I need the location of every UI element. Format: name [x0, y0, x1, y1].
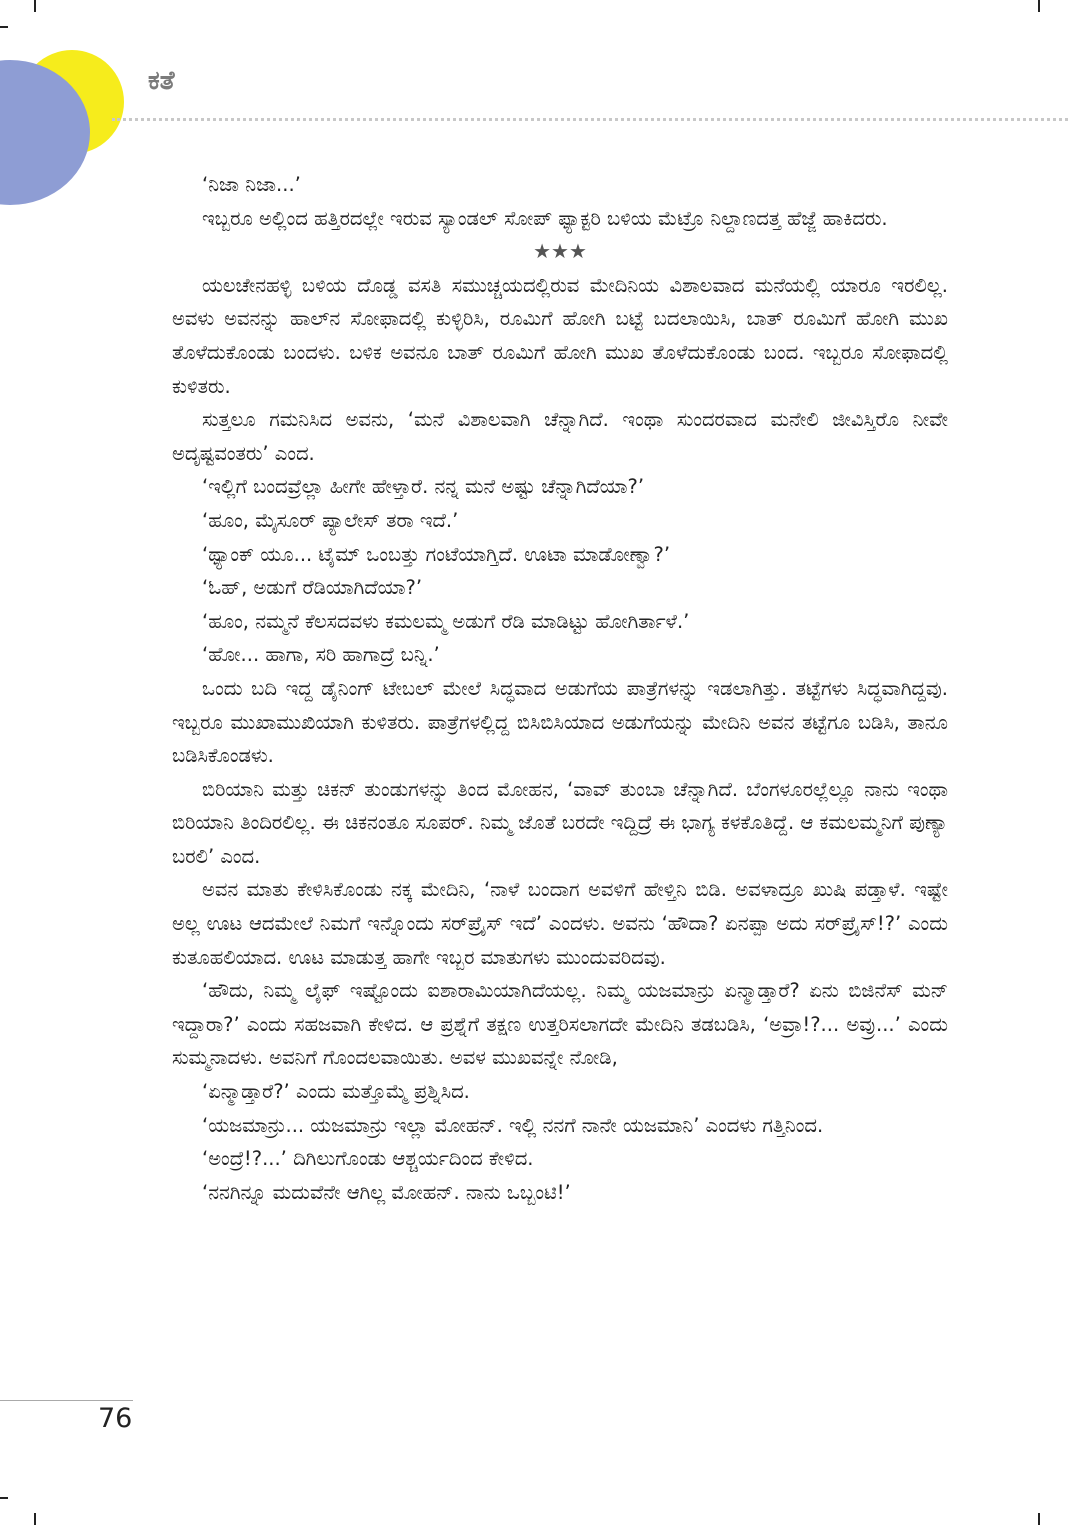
- paragraph: ‘ಏನ್ಮಾಡ್ತಾರೆ?’ ಎಂದು ಮತ್ತೊಮ್ಮೆ ಪ್ರಶ್ನಿಸಿದ.: [202, 1080, 470, 1104]
- paragraph: ‘ಥ್ಯಾಂಕ್ ಯೂ... ಟೈಮ್ ಒಂಬತ್ತು ಗಂಟೆಯಾಗ್ತಿದೆ. ಊಟಾ ಮಾಡೋಣ್ವಾ?’: [202, 542, 671, 566]
- paragraph: ಒಂದು ಬದಿ ಇದ್ದ ಡೈನಿಂಗ್ ಟೇಬಲ್ ಮೇಲೆ ಸಿದ್ಧವಾದ ಅಡುಗೆಯ ಪಾತ್ರೆಗಳನ್ನು ಇಡಲಾಗಿತ್ತು. ತಟ್ಟೆಗಳು ಸಿದ್ಧವಾಗಿದ್ದವು. ಇಬ್ಬರೂ ಮುಖಾಮುಖಿಯಾಗಿ ಕುಳಿತರು. ಪಾತ್ರೆಗಳಲ್ಲಿದ್ದ ಬಿಸಿಬಿಸಿಯಾದ ಅಡುಗೆಯನ್ನು ಮೇದಿನಿ ಅವನ ತಟ್ಟೆಗೂ ಬಡಿಸಿ, ತಾನೂ ಬಡಿಸಿಕೊಂಡಳು.: [172, 676, 948, 768]
- story-body: [172, 168, 948, 1209]
- crop-mark: [0, 26, 8, 28]
- paragraph: ಯಲಚೇನಹಳ್ಳಿ ಬಳಿಯ ದೊಡ್ಡ ವಸತಿ ಸಮುಚ್ಚಯದಲ್ಲಿರುವ ಮೇದಿನಿಯ ವಿಶಾಲವಾದ ಮನೆಯಲ್ಲಿ ಯಾರೂ ಇರಲಿಲ್ಲ. ಅವಳು ಅವನನ್ನು ಹಾಲ್‌ನ ಸೋಫಾದಲ್ಲಿ ಕುಳ್ಳಿರಿಸಿ, ರೂಮಿಗೆ ಹೋಗಿ ಬಟ್ಟೆ ಬದಲಾಯಿಸಿ, ಬಾತ್ ರೂಮಿಗೆ ಹೋಗಿ ಮುಖ ತೊಳೆದುಕೊಂಡು ಬಂದಳು. ಬಳಿಕ ಅವನೂ ಬಾತ್ ರೂಮಿಗೆ ಹೋಗಿ ಮುಖ ತೊಳೆದುಕೊಂಡು ಬಂದ. ಇಬ್ಬರೂ ಸೋಫಾದಲ್ಲಿ ಕುಳಿತರು.: [172, 273, 948, 398]
- crop-mark: [0, 1497, 8, 1499]
- crop-mark: [34, 1513, 36, 1525]
- paragraph: ಅವನ ಮಾತು ಕೇಳಿಸಿಕೊಂಡು ನಕ್ಕ ಮೇದಿನಿ, ‘ನಾಳೆ ಬಂದಾಗ ಅವಳಿಗೆ ಹೇಳ್ತಿನಿ ಬಿಡಿ. ಅವಳಾದ್ರೂ ಖುಷಿ ಪಡ್ತಾಳೆ. ಇಷ್ಟೇ ಅಲ್ಲ ಊಟ ಆದಮೇಲೆ ನಿಮಗೆ ಇನ್ನೊಂದು ಸರ್‌ಪ್ರೈಸ್ ಇದೆ’ ಎಂದಳು. ಅವನು ‘ಹೌದಾ? ಏನಪ್ಪಾ ಅದು ಸರ್‌ಪ್ರೈಸ್!?’ ಎಂದು ಕುತೂಹಲಿಯಾದ. ಊಟ ಮಾಡುತ್ತ ಹಾಗೇ ಇಬ್ಬರ ಮಾತುಗಳು ಮುಂದುವರಿದವು.: [172, 878, 948, 969]
- paragraph: ‘ಅಂದ್ರೆ!?...’ ದಿಗಿಲುಗೊಂಡು ಆಶ್ಚರ್ಯದಿಂದ ಕೇಳಿದ.: [202, 1147, 534, 1171]
- paragraph: ‘ಹೂಂ, ಮೈಸೂರ್ ಪ್ಯಾಲೇಸ್ ತರಾ ಇದೆ.’: [202, 508, 459, 532]
- section-break-stars: ★★★: [533, 239, 587, 264]
- paragraph: ‘ಹೋ... ಹಾಗಾ, ಸರಿ ಹಾಗಾದ್ರೆ ಬನ್ನಿ.’: [202, 643, 440, 667]
- crop-mark: [34, 0, 36, 12]
- paragraph: ಇಬ್ಬರೂ ಅಲ್ಲಿಂದ ಹತ್ತಿರದಲ್ಲೇ ಇರುವ ಸ್ಯಾಂಡಲ್ ಸೋಪ್ ಫ್ಯಾಕ್ಟರಿ ಬಳಿಯ ಮೆಟ್ರೊ ನಿಲ್ದಾಣದತ್ತ ಹೆಜ್ಜೆ ಹಾಕಿದರು.: [202, 206, 888, 230]
- paragraph: ‘ಹೂಂ, ನಮ್ಮನೆ ಕೆಲಸದವಳು ಕಮಲಮ್ಮ ಅಡುಗೆ ರೆಡಿ ಮಾಡಿಟ್ಟು ಹೋಗಿರ್ತಾಳೆ.’: [202, 609, 690, 633]
- paragraph: ‘ನನಗಿನ್ನೂ ಮದುವೆನೇ ಆಗಿಲ್ಲ ಮೋಹನ್. ನಾನು ಒಬ್ಬಂಟಿ!’: [202, 1180, 571, 1204]
- paragraph: ‘ಯಜಮಾನ್ರು... ಯಜಮಾನ್ರು ಇಲ್ಲಾ ಮೋಹನ್. ಇಲ್ಲಿ ನನಗೆ ನಾನೇ ಯಜಮಾನಿ’ ಎಂದಳು ಗತ್ತಿನಿಂದ.: [202, 1113, 824, 1137]
- crop-mark: [1038, 0, 1040, 12]
- paragraph: ‘ಹೌದು, ನಿಮ್ಮ ಲೈಫ್ ಇಷ್ಟೊಂದು ಐಶಾರಾಮಿಯಾಗಿದೆಯಲ್ಲ. ನಿಮ್ಮ ಯಜಮಾನ್ರು ಏನ್ಮಾಡ್ತಾರೆ? ಏನು ಬಿಜಿನೆಸ್ ಮನ್ ಇದ್ದಾರಾ?’ ಎಂದು ಸಹಜವಾಗಿ ಕೇಳಿದ. ಆ ಪ್ರಶ್ನೆಗೆ ತಕ್ಷಣ ಉತ್ತರಿಸಲಾಗದೇ ಮೇದಿನಿ ತಡಬಡಿಸಿ, ‘ಅವ್ರಾ!?... ಅವ್ರು...’ ಎಂದು ಸುಮ್ಮನಾದಳು. ಅವನಿಗೆ ಗೊಂದಲವಾಯಿತು. ಅವಳ ಮುಖವನ್ನೇ ನೋಡಿ,: [172, 979, 948, 1070]
- page-number: 76: [98, 1403, 133, 1434]
- footer-rule: [0, 1400, 133, 1401]
- paragraph: ‘ಇಲ್ಲಿಗೆ ಬಂದವ್ರೆಲ್ಲಾ ಹೀಗೇ ಹೇಳ್ತಾರೆ. ನನ್ನ ಮನೆ ಅಷ್ಟು ಚೆನ್ನಾಗಿದೆಯಾ?’: [202, 475, 645, 499]
- paragraph: ‘ಓಹ್, ಅಡುಗೆ ರೆಡಿಯಾಗಿದೆಯಾ?’: [202, 576, 423, 600]
- crop-mark: [1038, 1513, 1040, 1525]
- paragraph: ಬಿರಿಯಾನಿ ಮತ್ತು ಚಿಕನ್ ತುಂಡುಗಳನ್ನು ತಿಂದ ಮೋಹನ, ‘ವಾವ್ ತುಂಬಾ ಚೆನ್ನಾಗಿದೆ. ಬೆಂಗಳೂರಲ್ಲೆಲ್ಲೂ ನಾನು ಇಂಥಾ ಬಿರಿಯಾನಿ ತಿಂದಿರಲಿಲ್ಲ. ಈ ಚಿಕನಂತೂ ಸೂಪರ್. ನಿಮ್ಮ ಜೊತೆ ಬರದೇ ಇದ್ದಿದ್ರೆ ಈ ಭಾಗ್ಯ ಕಳಕೊತಿದ್ದೆ. ಆ ಕಮಲಮ್ಮನಿಗೆ ಪುಣ್ಯಾ ಬರಲಿ’ ಎಂದ.: [172, 777, 948, 868]
- paragraph: ‘ನಿಜಾ ನಿಜಾ...’: [202, 173, 301, 196]
- paragraph: ಸುತ್ತಲೂ ಗಮನಿಸಿದ ಅವನು, ‘ಮನೆ ವಿಶಾಲವಾಗಿ ಚೆನ್ನಾಗಿದೆ. ಇಂಥಾ ಸುಂದರವಾದ ಮನೇಲಿ ಜೀವಿಸ್ತಿರೊ ನೀವೇ ಅದೃಷ್ಟವಂತರು’ ಎಂದ.: [172, 408, 948, 465]
- section-title: ಕತೆ: [148, 66, 175, 96]
- header-dotted-rule: [112, 118, 1068, 121]
